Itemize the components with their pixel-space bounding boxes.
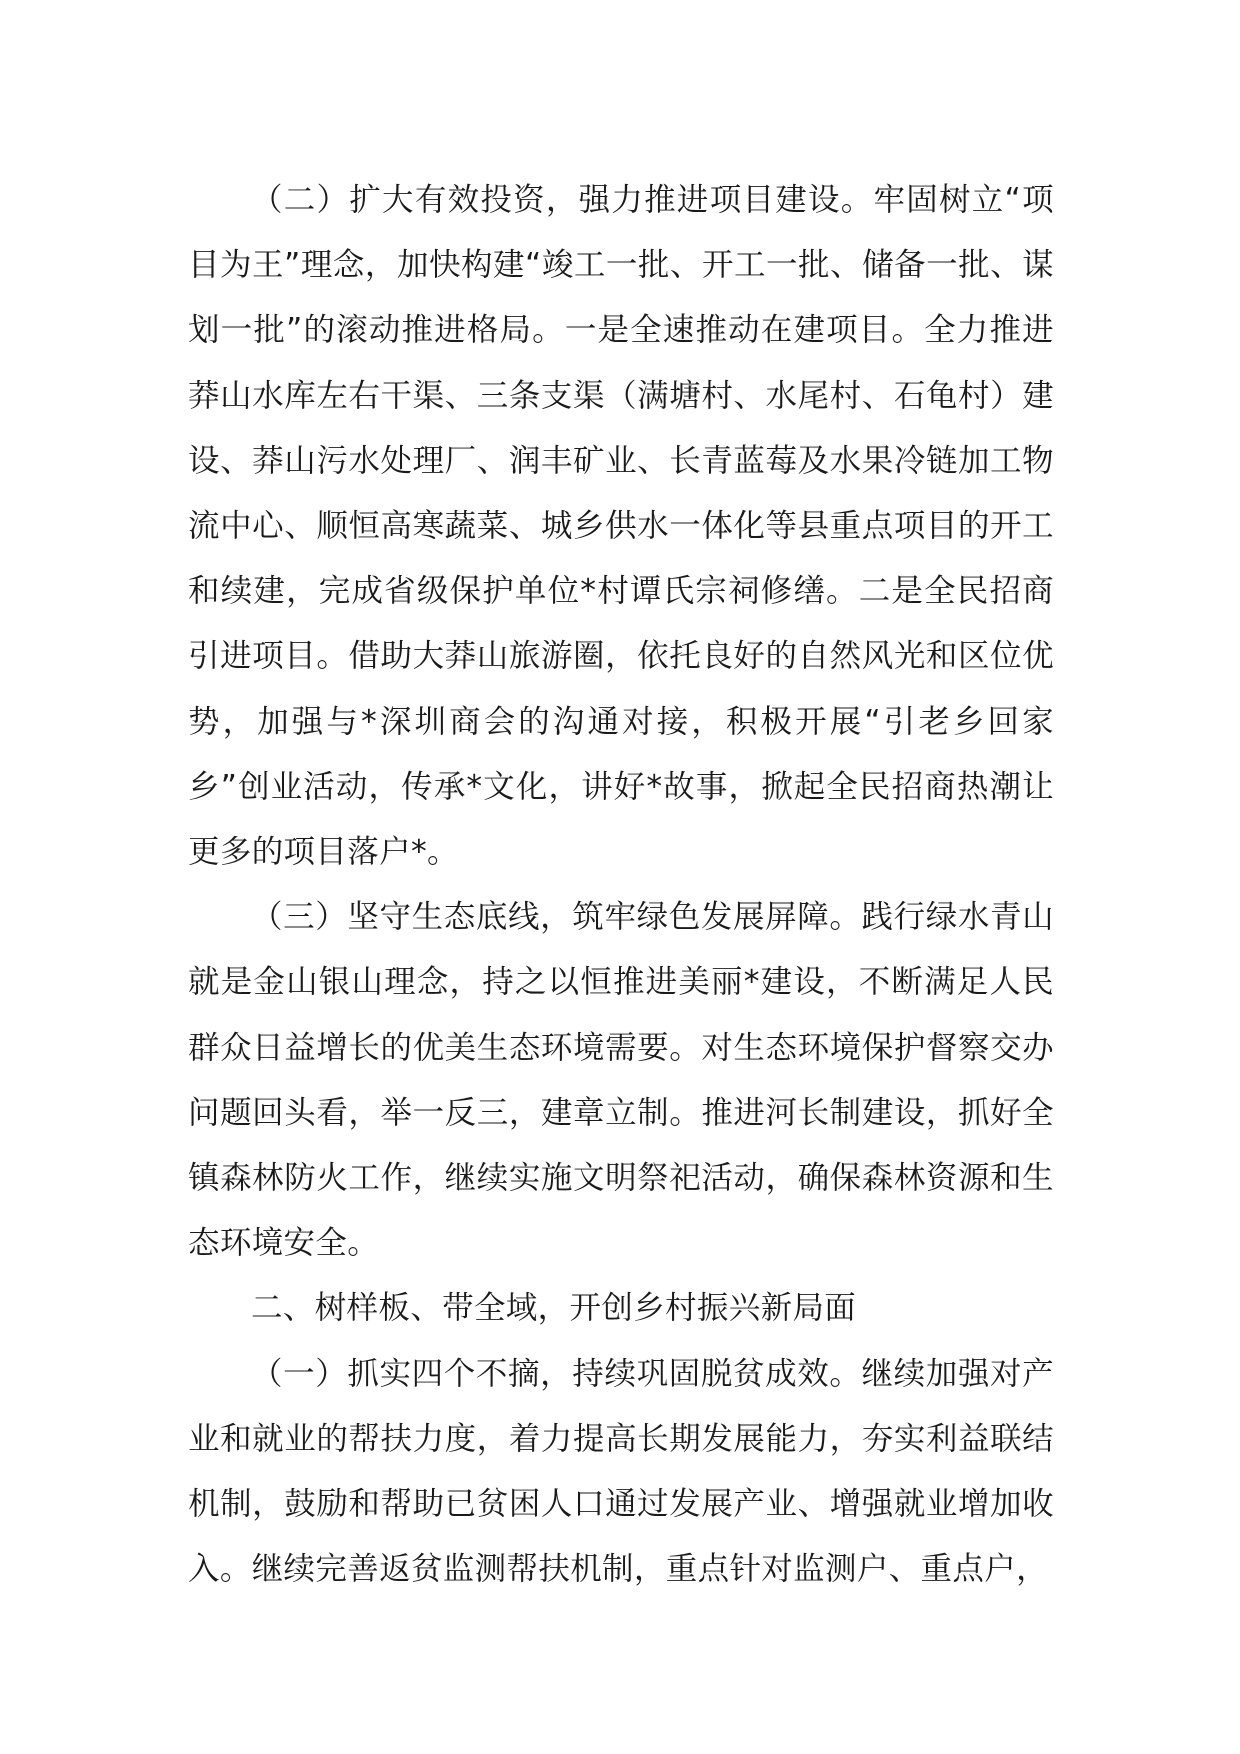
paragraph-ecology: （三）坚守生态底线，筑牢绿色发展屏障。践行绿水青山就是金山银山理念，持之以恒推进美丽*建设，不断满足人民群众日益增长的优美生态环境需要。对生态环境保护督察交办问题回头看，举一反三，建章立制。推进河长制建设，抓好全镇森林防火工作，继续实施文明祭祀活动，确保森林资源和生态环境安全。	[188, 899, 1054, 1262]
paragraph-project-investment: （二）扩大有效投资，强力推进项目建设。牢固树立“项目为王”理念，加快构建“竣工一批、开工一批、储备一批、谋划一批”的滚动推进格局。一是全速推动在建项目。全力推进莽山水库左右干渠、三条支渠（满塘村、水尾村、石龟村）建设、莽山污水处理厂、润丰矿业、长青蓝莓及水果冷链加工物流中心、顺恒高寒蔬菜、城乡供水一体化等县重点项目的开工和续建，完成省级保护单位*村谭氏宗祠修缮。二是全民招商引进项目。借助大莽山旅游圈，依托良好的自然风光和区位优势，加强与*深圳商会的沟通对接，积极开展“引老乡回家乡”创业活动，传承*文化，讲好*故事，掀起全民招商热潮让更多的项目落户*。	[188, 182, 1054, 871]
section-heading-rural-revitalization: 二、树样板、带全域，开创乡村振兴新局面	[251, 1290, 857, 1327]
document-page	[188, 168, 1054, 1602]
paragraph-poverty-alleviation: （一）抓实四个不摘，持续巩固脱贫成效。继续加强对产业和就业的帮扶力度，着力提高长期发展能力，夯实利益联结机制，鼓励和帮助已贫困人口通过发展产业、增强就业增加收入。继续完善返贫监测帮扶机制，重点针对监测户、重点户，	[188, 1355, 1054, 1588]
